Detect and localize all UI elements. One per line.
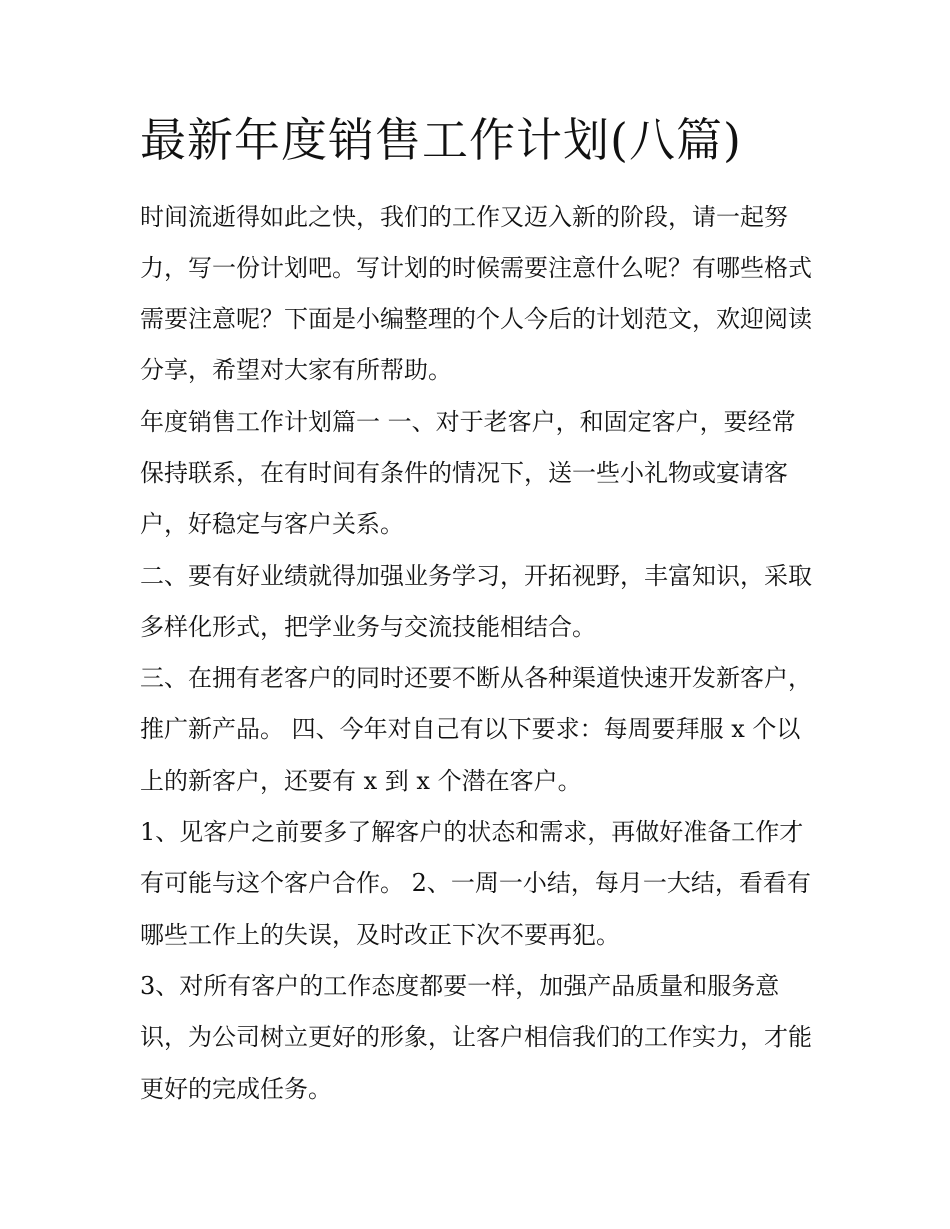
paragraph-subitems-1-2: 1、见客户之前要多了解客户的状态和需求，再做好准备工作才有可能与这个客户合作。 2、一周一小结，每月一大结，看看有哪些工作上的失误，及时改正下次不要再犯。 <box>140 818 811 949</box>
paragraph-item-2: 二、要有好业绩就得加强业务学习，开拓视野，丰富知识，采取多样化形式，把学业务与交流技能相结合。 <box>140 561 812 641</box>
paragraph-intro: 时间流逝得如此之快，我们的工作又迈入新的阶段，请一起努力，写一份计划吧。写计划的时候需要注意什么呢？有哪些格式需要注意呢？下面是小编整理的个人今后的计划范文，欢迎阅读分享，希望对大家有所帮助。 <box>140 202 812 385</box>
document-page <box>140 112 812 1115</box>
paragraph-subitem-3: 3、对所有客户的工作态度都要一样，加强产品质量和服务意识，为公司树立更好的形象，让客户相信我们的工作实力，才能更好的完成任务。 <box>140 971 812 1103</box>
paragraph-plan-one-item-1: 年度销售工作计划篇一 一、对于老客户，和固定客户，要经常保持联系，在有时间有条件的情况下，送一些小礼物或宴请客户，好稳定与客户关系。 <box>140 407 796 539</box>
document-title: 最新年度销售工作计划(八篇) <box>140 113 742 167</box>
paragraph-item-3-4: 三、在拥有老客户的同时还要不断从各种渠道快速开发新客户，推广新产品。 四、今年对自己有以下要求：每周要拜服 x 个以上的新客户，还要有 x 到 x 个潜在客户。 <box>140 664 812 795</box>
